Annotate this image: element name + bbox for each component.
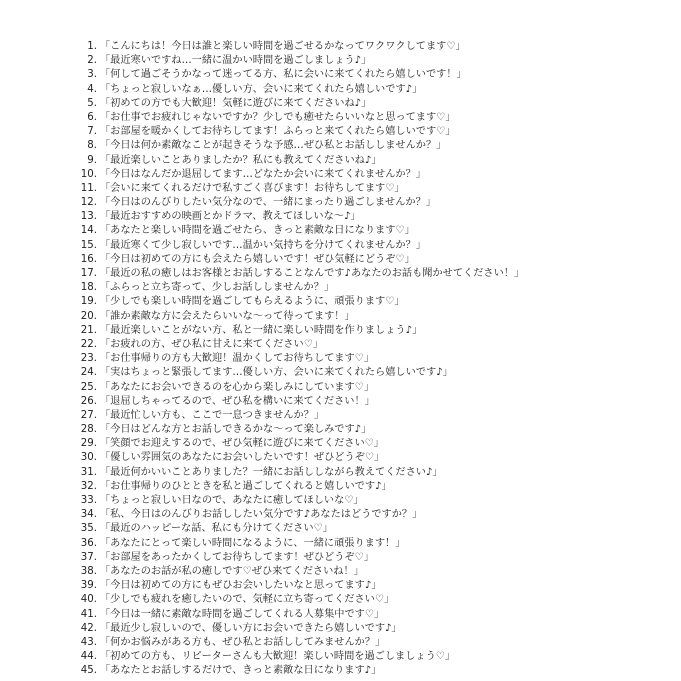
list-item (0, 480, 681, 494)
list-item (0, 111, 681, 125)
item-number: 31. (80, 466, 97, 478)
item-text: 「少しでも疲れを癒したいので、気軽に立ち寄ってください♡」 (100, 594, 395, 606)
item-number: 4. (87, 83, 97, 95)
item-number: 18. (80, 282, 97, 294)
item-text: 「最近寒くて少し寂しいです…温かい気持ちを分けてくれませんか？」 (100, 239, 426, 251)
item-text: 「今日はなんだか退屈してます…どなたか会いに来てくれませんか？」 (100, 168, 426, 180)
list-item (0, 54, 681, 68)
list-item (0, 139, 681, 153)
item-text: 「こんにちは！今日は誰と楽しい時間を過ごせるかなってワクワクしてます♡」 (100, 41, 466, 52)
item-number: 35. (80, 523, 97, 535)
list-item (0, 579, 681, 593)
list-item (0, 650, 681, 664)
item-number: 40. (80, 594, 97, 606)
list-item (0, 437, 681, 451)
item-number: 39. (80, 580, 97, 592)
item-text: 「最近のハッピーな話、私にも分けてください♡」 (100, 523, 333, 535)
item-text: 「あなたと楽しい時間を過ごせたら、きっと素敵な日になります♡」 (100, 225, 415, 237)
list-item (0, 338, 681, 352)
item-number: 37. (80, 551, 97, 563)
item-text: 「お仕事帰りのひとときを私と過ごしてくれると嬉しいです♪」 (100, 480, 392, 492)
item-text: 「最近楽しいことがない方、私と一緒に楽しい時間を作りましょう♪」 (100, 324, 423, 336)
list-item (0, 154, 681, 168)
item-text: 「今日は初めての方にも会えたら嬉しいです！ぜひ気軽にどうぞ♡」 (100, 253, 415, 265)
list-item (0, 253, 681, 267)
item-number: 14. (80, 225, 97, 237)
item-text: 「お仕事帰りの方も大歓迎！温かくしてお待ちしてます♡」 (100, 353, 375, 365)
item-number: 38. (80, 565, 97, 577)
list-item (0, 224, 681, 238)
list-item (0, 239, 681, 253)
item-number: 27. (80, 409, 97, 421)
item-number: 30. (80, 452, 97, 464)
list-item (0, 409, 681, 423)
list-item (0, 537, 681, 551)
item-text: 「誰か素敵な方に会えたらいいな～って待ってます！」 (100, 310, 355, 322)
list-item (0, 593, 681, 607)
document-page (0, 40, 681, 678)
item-text: 「お仕事でお疲れじゃないですか？少しでも癒せたらいいなと思ってます♡」 (100, 111, 456, 123)
item-text: 「退屈しちゃってるので、ぜひ私を構いに来てください！」 (100, 395, 375, 407)
item-number: 8. (87, 140, 97, 152)
item-number: 42. (80, 622, 97, 634)
item-number: 36. (80, 537, 97, 549)
list-item (0, 494, 681, 508)
item-text: 「最近忙しい方も、ここで一息つきませんか？」 (100, 409, 325, 421)
item-text: 「初めての方でも大歓迎！気軽に遊びに来てくださいね♪」 (100, 97, 372, 109)
item-number: 3. (87, 69, 97, 81)
item-text: 「今日はのんびりしたい気分なので、一緒にまったり過ごしませんか？」 (100, 197, 436, 209)
item-text: 「今日は何か素敵なことが起きそうな予感…ぜひ私とお話ししませんか？」 (100, 140, 447, 152)
list-item (0, 565, 681, 579)
item-text: 「何して過ごそうかなって迷ってる方、私に会いに来てくれたら嬉しいです！」 (100, 69, 467, 81)
list-item (0, 267, 681, 281)
item-text: 「私、今日はのんびりお話ししたい気分です♪あなたはどうですか？」 (100, 509, 423, 521)
item-number: 5. (87, 97, 97, 109)
list-item (0, 68, 681, 82)
item-number: 22. (80, 338, 97, 350)
list-item (0, 168, 681, 182)
list-item (0, 210, 681, 224)
list-item (0, 366, 681, 380)
item-number: 16. (80, 253, 97, 265)
list-item (0, 522, 681, 536)
item-text: 「あなたのお話が私の癒しです♡ぜひ来てくださいね！」 (100, 565, 364, 577)
list-item (0, 423, 681, 437)
item-number: 29. (80, 438, 97, 450)
list-item (0, 466, 681, 480)
item-number: 32. (80, 480, 97, 492)
list-item (0, 381, 681, 395)
list-item (0, 281, 681, 295)
item-number: 33. (80, 495, 97, 506)
list-item (0, 664, 681, 678)
item-number: 15. (80, 239, 97, 251)
list-item (0, 508, 681, 522)
list-item (0, 83, 681, 97)
item-text: 「最近寒いですね…一緒に温かい時間を過ごしましょう♪」 (100, 55, 372, 67)
item-number: 2. (87, 55, 97, 67)
list-item (0, 125, 681, 139)
item-text: 「何かお悩みがある方も、ぜひ私とお話ししてみませんか？」 (100, 636, 386, 648)
item-number: 19. (80, 296, 97, 308)
list-item (0, 551, 681, 565)
item-text: 「お部屋をあったかくしてお待ちしてます！ぜひどうぞ♡」 (100, 551, 374, 563)
item-number: 9. (87, 154, 97, 166)
list-item (0, 310, 681, 324)
item-text: 「最近何かいいことありました？一緒にお話ししながら教えてください♪」 (100, 466, 443, 478)
item-text: 「優しい雰囲気のあなたにお会いしたいです！ぜひどうぞ♡」 (100, 452, 385, 464)
item-text: 「あなたにお会いできるのを心から楽しみにしています♡」 (100, 381, 375, 393)
item-number: 23. (80, 353, 97, 365)
item-number: 12. (80, 197, 97, 209)
item-number: 34. (80, 509, 97, 521)
item-text: 「今日は一緒に素敵な時間を過ごしてくれる人募集中です♡」 (100, 608, 385, 620)
list-item (0, 97, 681, 111)
item-number: 20. (80, 310, 97, 322)
item-number: 13. (80, 211, 97, 223)
list-item (0, 40, 681, 54)
item-text: 「最近おすすめの映画とかドラマ、教えてほしいな～♪」 (100, 211, 361, 223)
item-text: 「最近楽しいことありましたか？私にも教えてくださいね♪」 (100, 154, 382, 166)
message-list (0, 40, 681, 678)
list-item (0, 196, 681, 210)
item-text: 「今日はどんな方とお話しできるかな～って楽しみです♪」 (100, 424, 372, 436)
item-text: 「あなたにとって楽しい時間になるように、一緒に頑張ります！」 (100, 537, 406, 549)
item-number: 7. (87, 126, 97, 138)
item-number: 11. (80, 182, 97, 194)
item-text: 「ふらっと立ち寄って、少しお話ししませんか？」 (100, 282, 335, 294)
list-item (0, 324, 681, 338)
item-text: 「少しでも楽しい時間を過ごしてもらえるように、頑張ります♡」 (100, 296, 405, 308)
list-item (0, 182, 681, 196)
item-number: 25. (80, 381, 97, 393)
item-number: 6. (87, 111, 97, 123)
item-text: 「笑顔でお迎えするので、ぜひ気軽に遊びに来てください♡」 (100, 438, 384, 450)
item-text: 「お部屋を暖かくしてお待ちしてます！ふらっと来てくれたら嬉しいです♡」 (100, 126, 456, 138)
list-item (0, 451, 681, 465)
item-number: 45. (80, 665, 97, 677)
list-item (0, 608, 681, 622)
item-text: 「今日は初めての方にもぜひお会いしたいなと思ってます♪」 (100, 580, 382, 592)
list-item (0, 622, 681, 636)
item-number: 21. (80, 324, 97, 336)
item-number: 41. (80, 608, 97, 620)
item-number: 28. (80, 424, 97, 436)
item-number: 17. (80, 268, 97, 279)
item-text: 「最近少し寂しいので、優しい方にお会いできたら嬉しいです♪」 (100, 622, 402, 634)
item-text: 「会いに来てくれるだけで私すごく喜びます！お待ちしてます♡」 (100, 182, 405, 194)
item-number: 44. (80, 651, 97, 663)
item-text: 「最近の私の癒しはお客様とお話しすることなんです♪あなたのお話も聞かせてください！」 (100, 268, 525, 279)
item-text: 「ちょっと寂しいなぁ…優しい方、会いに来てくれたら嬉しいです♪」 (100, 83, 423, 95)
item-text: 「ちょっと寂しい日なので、あなたに癒してほしいな♡」 (100, 495, 364, 506)
item-text: 「お疲れの方、ぜひ私に甘えに来てください♡」 (100, 338, 324, 350)
item-text: 「実はちょっと緊張してます…優しい方、会いに来てくれたら嬉しいです♪」 (100, 367, 453, 379)
list-item (0, 352, 681, 366)
item-number: 26. (80, 395, 97, 407)
item-text: 「初めての方も、リピーターさんも大歓迎！楽しい時間を過ごしましょう♡」 (100, 651, 456, 663)
item-number: 1. (87, 41, 97, 52)
list-item (0, 295, 681, 309)
list-item (0, 395, 681, 409)
item-text: 「あなたとお話しするだけで、きっと素敵な日になります♪」 (100, 665, 382, 677)
list-item (0, 636, 681, 650)
item-number: 10. (80, 168, 97, 180)
item-number: 24. (80, 367, 97, 379)
item-number: 43. (80, 636, 97, 648)
